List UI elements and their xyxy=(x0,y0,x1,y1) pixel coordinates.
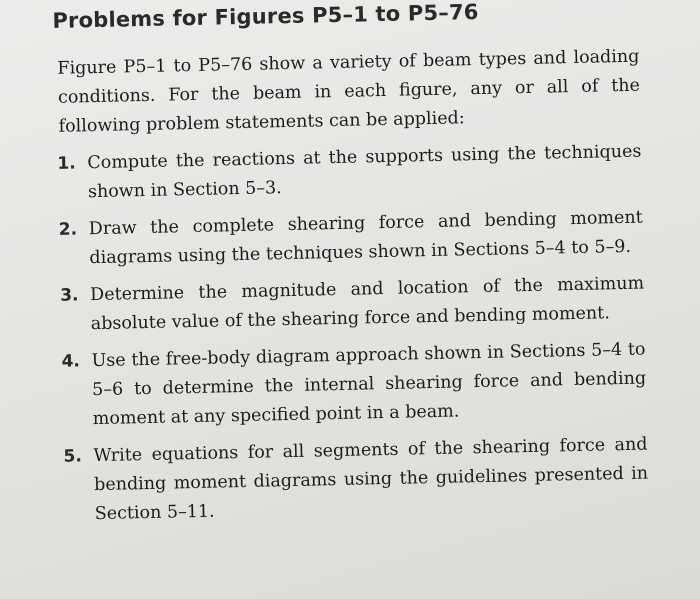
problem-number: 4. xyxy=(61,351,81,372)
problem-item xyxy=(59,270,645,340)
problem-number: 1. xyxy=(57,153,76,174)
problem-text: Use the free-body diagram approach shown in Sections 5–4 to 5–6 to determine the internal shearing force and bending moment at any specified point in a beam. xyxy=(91,339,647,430)
problem-number: 2. xyxy=(58,219,78,240)
problem-text: Draw the complete shearing force and bending moment diagrams using the techniques shown in Sections 5–4 to 5–9. xyxy=(88,207,643,269)
problem-text: Determine the magnitude and location of the maximum absolute value of the shearing force and bending moment. xyxy=(89,273,645,335)
problem-text: Compute the reactions at the supports using the techniques shown in Section 5–3. xyxy=(87,141,642,203)
problem-item xyxy=(58,204,644,274)
problem-number: 3. xyxy=(59,285,79,306)
intro-paragraph: Figure P5–1 to P5–76 show a variety of beam types and loading conditions. For the beam in each figure, any or all of the following problem statements can be applied: xyxy=(57,46,641,137)
section-heading: Problems for Figures P5–1 to P5–76 xyxy=(52,0,479,33)
page-body xyxy=(57,43,649,538)
problem-item xyxy=(65,431,649,530)
problem-text: Write equations for all segments of the shearing force and bending moment diagrams using the guidelines presented in Section 5–11. xyxy=(93,434,649,525)
problem-item xyxy=(63,336,647,435)
problem-list xyxy=(59,138,649,530)
problem-number: 5. xyxy=(63,446,83,467)
problem-item xyxy=(59,138,642,208)
